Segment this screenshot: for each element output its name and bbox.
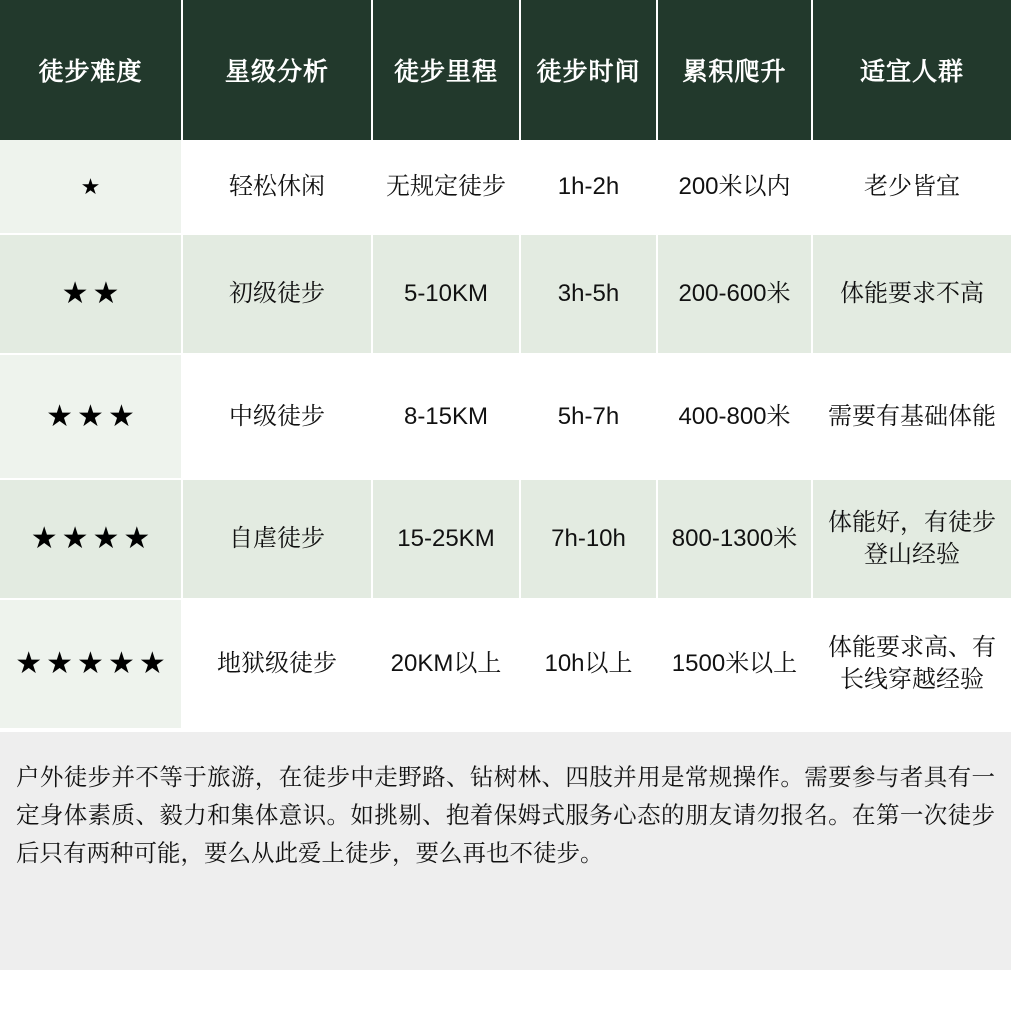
cell-audience: 需要有基础体能 — [812, 354, 1011, 479]
star-icon: ★ — [123, 522, 151, 555]
star-icon: ★ — [80, 173, 101, 199]
table-row — [0, 234, 1011, 354]
table-row — [0, 140, 1011, 234]
table-row — [0, 599, 1011, 729]
cell-distance: 20KM以上 — [372, 599, 520, 729]
star-icon: ★ — [138, 647, 166, 680]
cell-star-analysis: 中级徒步 — [182, 354, 372, 479]
cell-duration: 10h以上 — [520, 599, 657, 729]
cell-distance: 无规定徒步 — [372, 140, 520, 234]
cell-distance: 8-15KM — [372, 354, 520, 479]
cell-star-analysis: 自虐徒步 — [182, 479, 372, 599]
star-icon: ★ — [77, 399, 104, 433]
star-icon: ★ — [46, 399, 74, 433]
column-header-difficulty: 徒步难度 — [0, 0, 182, 140]
column-header-ascent: 累积爬升 — [657, 0, 812, 140]
star-icon: ★ — [46, 647, 74, 680]
star-icon: ★ — [107, 647, 135, 680]
star-rating-cell — [0, 479, 182, 599]
star-icon: ★ — [77, 647, 104, 680]
cell-star-analysis: 初级徒步 — [182, 234, 372, 354]
cell-duration: 7h-10h — [520, 479, 657, 599]
cell-duration: 3h-5h — [520, 234, 657, 354]
cell-distance: 5-10KM — [372, 234, 520, 354]
cell-audience: 体能要求高、有长线穿越经验 — [812, 599, 1011, 729]
star-icon: ★ — [92, 277, 120, 310]
star-icon: ★ — [30, 522, 58, 555]
column-header-star-analysis: 星级分析 — [182, 0, 372, 140]
table-row — [0, 479, 1011, 599]
star-rating-cell — [0, 234, 182, 354]
cell-audience: 体能要求不高 — [812, 234, 1011, 354]
star-icon: ★ — [92, 522, 120, 555]
star-rating-cell — [0, 140, 182, 234]
star-rating-cell — [0, 354, 182, 479]
footnote-text: 户外徒步并不等于旅游，在徒步中走野路、钻树林、四肢并用是常规操作。需要参与者具有一定身体素质、毅力和集体意识。如挑剔、抱着保姆式服务心态的朋友请勿报名。在第一次徒步后只有两种可能，要么从此爱上徒步，要么再也不徒步。 — [16, 764, 995, 867]
cell-ascent: 800-1300米 — [657, 479, 812, 599]
footnote-panel — [0, 730, 1011, 970]
column-header-duration: 徒步时间 — [520, 0, 657, 140]
cell-ascent: 400-800米 — [657, 354, 812, 479]
column-header-audience: 适宜人群 — [812, 0, 1011, 140]
table-header — [0, 0, 1011, 140]
star-icon: ★ — [15, 647, 43, 680]
cell-ascent: 200米以内 — [657, 140, 812, 234]
table-header-row — [0, 0, 1011, 140]
cell-star-analysis: 地狱级徒步 — [182, 599, 372, 729]
table-body — [0, 140, 1011, 729]
star-rating-cell — [0, 599, 182, 729]
cell-audience: 体能好，有徒步登山经验 — [812, 479, 1011, 599]
table-row — [0, 354, 1011, 479]
cell-duration: 5h-7h — [520, 354, 657, 479]
column-header-distance: 徒步里程 — [372, 0, 520, 140]
cell-ascent: 200-600米 — [657, 234, 812, 354]
cell-ascent: 1500米以上 — [657, 599, 812, 729]
cell-duration: 1h-2h — [520, 140, 657, 234]
cell-distance: 15-25KM — [372, 479, 520, 599]
star-icon: ★ — [107, 399, 135, 433]
star-icon: ★ — [61, 277, 89, 310]
cell-audience: 老少皆宜 — [812, 140, 1011, 234]
cell-star-analysis: 轻松休闲 — [182, 140, 372, 234]
star-icon: ★ — [61, 522, 89, 555]
